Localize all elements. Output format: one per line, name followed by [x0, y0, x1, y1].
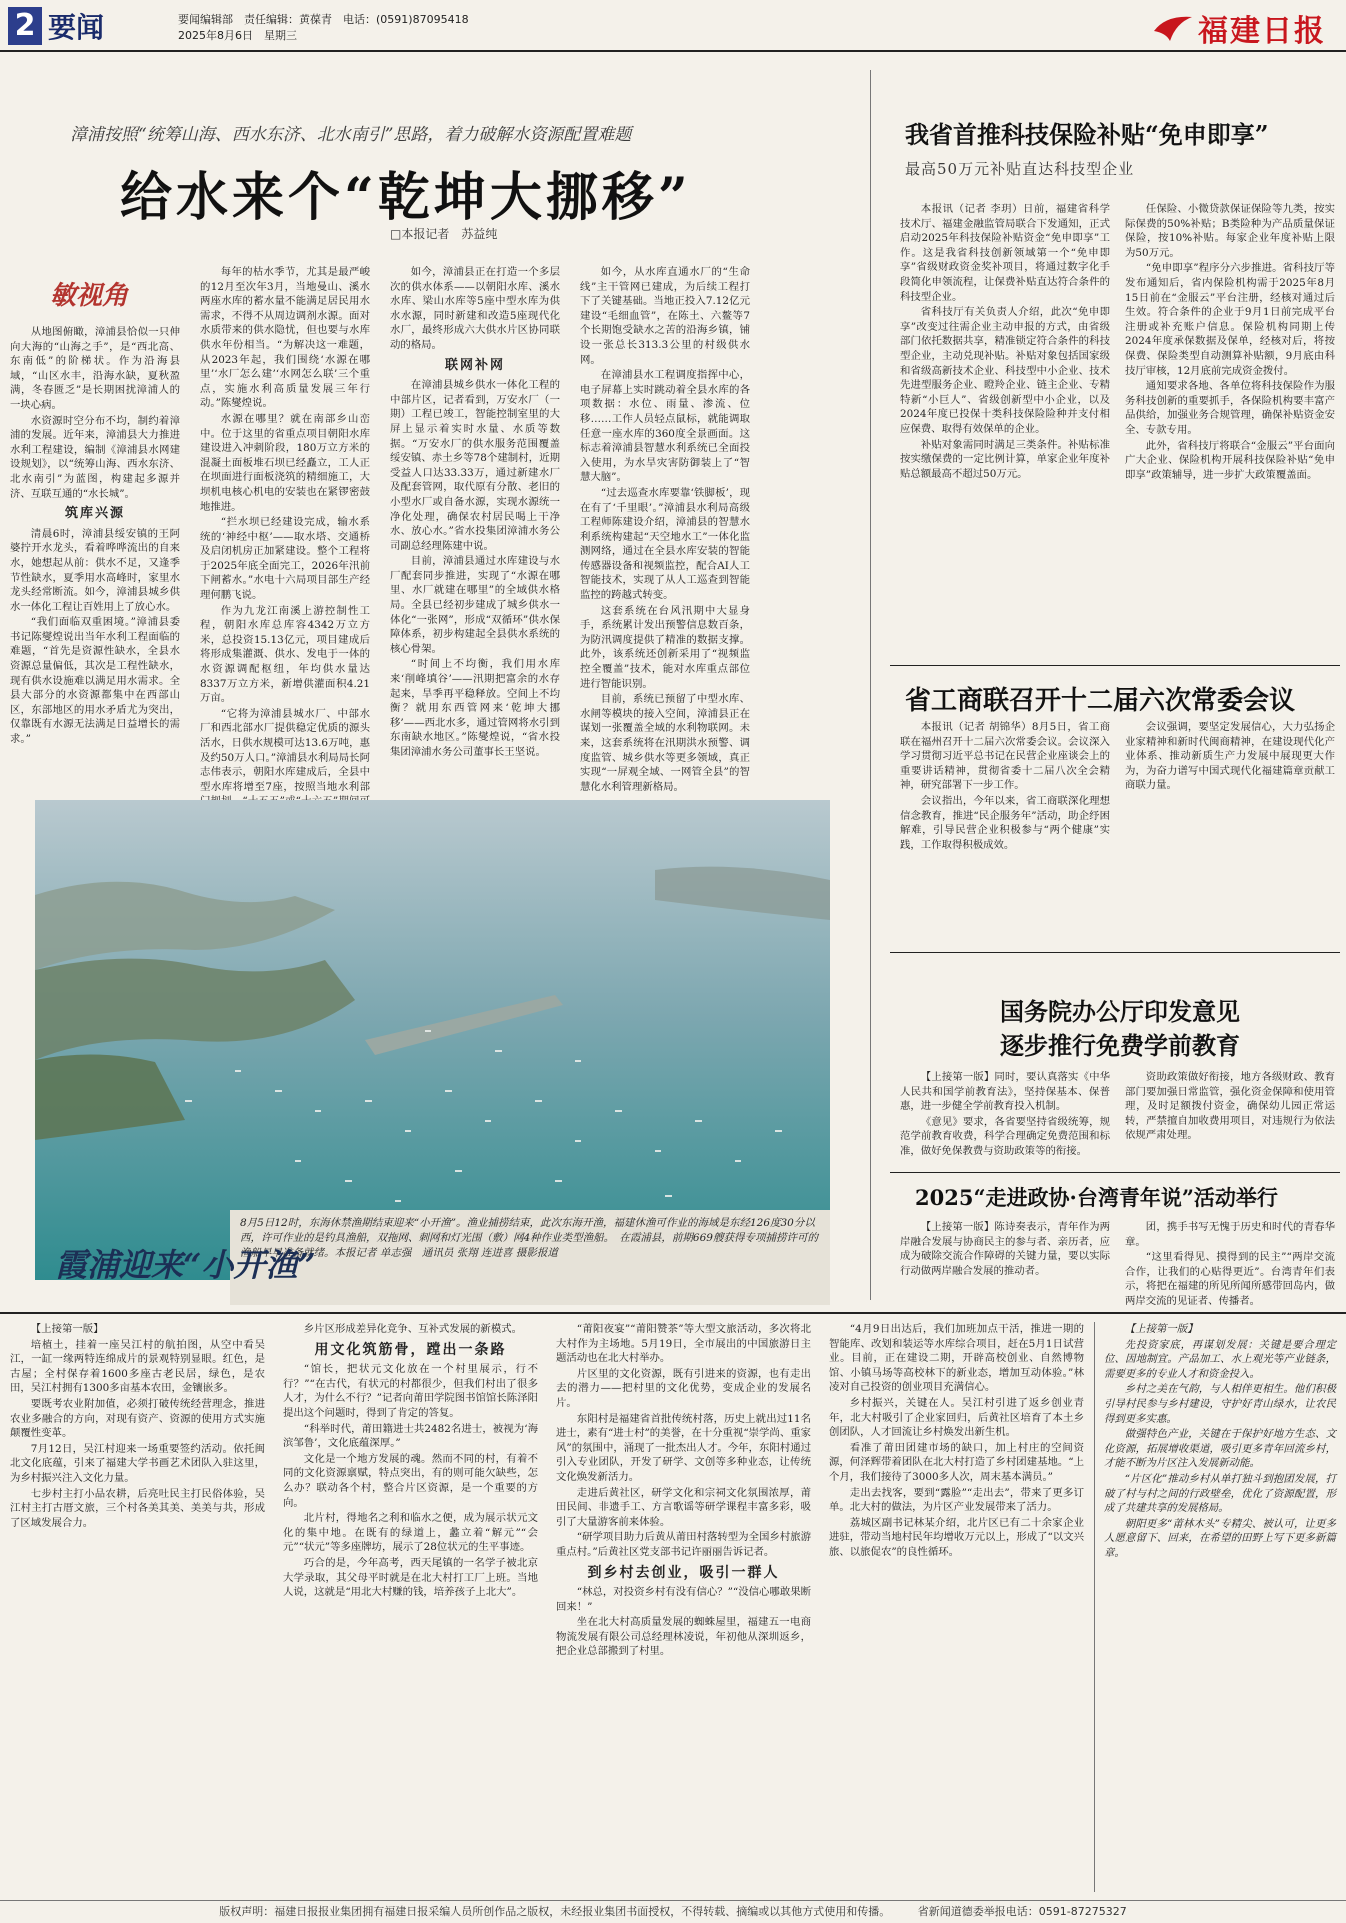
- logo-mark-icon: [1152, 11, 1194, 45]
- column-tag: [50, 275, 160, 317]
- lead-column-3: [390, 265, 560, 795]
- bottom-subhead-culture: 用文化筑筋骨，蹚出一条路: [314, 1341, 507, 1358]
- masthead-rule: [0, 50, 1346, 52]
- column-divider: [1094, 1322, 1095, 1892]
- page-section-badge: [8, 6, 104, 46]
- right-paragraph: 【上接第一版】同时，要认真落实《中华人民共和国学前教育法》，坚持保基本、保普惠，进一步健全学前教育投入机制。: [900, 1071, 1110, 1113]
- photo-story-title: 霞浦迎来“小开渔”: [55, 1246, 316, 1284]
- lead-headline: 给水来个“乾坤大挪移”: [120, 167, 692, 228]
- right-story-2-column-1: [900, 720, 1110, 945]
- bottom-paragraph: 培植土，挂着一座吴江村的航拍图，从空中看吴江，一缸一缘两特连绵成片的景观特别显眼。红色，是古屋；全村保存着1600多座古老民居，绿色，是农田，吴江村拥有1300多亩基本农田，金镶嵌多。: [10, 1338, 265, 1395]
- lead-paragraph: 如今，从水库直通水厂的“生命线”主干管网已建成，为后续工程打下了关键基础。当地正投入7.12亿元建设“毛细血管”，在陈土、六鳌等7个长期饱受缺水之苦的沿海乡镇，铺设一张总长313.3公里的村级供水网。: [580, 266, 750, 366]
- bottom-paragraph: “馆长，把状元文化放在一个村里展示，行不行？”“在古代，有状元的村都很少，但我们村出了很多人才，为什么不行？”记者向莆田学院图书馆馆长陈泽阳提出这个问题时，得到了肯定的答复。: [283, 1363, 538, 1419]
- bottom-paragraph: 乡片区形成差异化竞争、互补式发展的新模式。: [303, 1323, 522, 1335]
- bottom-paragraph: 片区里的文化资源，既有引进来的资源，也有走出去的潜力——把村里的文化优势，变成企业的发展名片。: [556, 1367, 811, 1409]
- bottom-subhead-talent: 到乡村去创业，吸引一群人: [587, 1564, 780, 1581]
- right-paragraph: 通知要求各地、各单位将科技保险作为服务科技创新的重要抓手，各保险机构要丰富产品供给，加强业务合规管理，确保补贴资金安全、专款专用。: [1125, 380, 1335, 436]
- bottom-paragraph: 7月12日，吴江村迎来一场重要签约活动。依托闽北文化底蕴，引来了福建大学书画艺术团队入驻这里，为乡村振兴注入文化力量。: [10, 1442, 265, 1484]
- bottom-paragraph: 看准了莆田团建市场的缺口，加上村庄的空间资源，何泽辉带着团队在北大村打造了乡村团建基地。“上个月，我们接待了3000多人次，周末基本满员。”: [829, 1441, 1084, 1483]
- lead-paragraph: 在漳浦县水工程调度指挥中心，电子屏幕上实时跳动着全县水库的各项数据：水位、雨量、渗流、位移……工作人员轻点鼠标，就能调取任意一座水库的360度全景画面。这标志着漳浦县智慧水利系统已全面投入使用，为水旱灾害防御装上了“智慧大脑”。: [580, 369, 750, 484]
- bottom-paragraph: 北片村，得地名之利和临水之便，成为展示状元文化的集中地。在既有的绿道上，蠡立着“解元”“会元”“状元”等多座牌坊，展示了28位状元的生平事迹。: [283, 1512, 538, 1554]
- lead-paragraph: 水资源时空分布不均，制约着漳浦的发展。近年来，漳浦县大力推进水利工程建设，编制《漳浦县水网建设规划》，以“统筹山海、西水东济、北水南引”为蓝图，构建起多源并济、互联互通的“水长城”。: [10, 414, 180, 500]
- right-paragraph: 本报讯（记者 李玥）日前，福建省科学技术厅、福建金融监管局联合下发通知，正式启动2025年科技保险补贴资金“免申即享”工作。这是我省科技创新领域第一个“免申即享”省级财政资金奖补项目，将通过数字化手段简化申领流程，让保费补贴直达符合条件的科技型企业。: [900, 203, 1110, 303]
- bottom-paragraph: “研学项目助力后黄从莆田村落转型为全国乡村旅游重点村。”后黄社区党支部书记许丽丽告诉记者。: [556, 1531, 811, 1558]
- editors-line: 要闻编辑部 责任编辑：黄葆青 电话：(0591)87095418: [178, 13, 469, 26]
- bottom-column-4: [829, 1322, 1084, 1892]
- right-story-3-column-1: [900, 1070, 1110, 1165]
- bottom-column-2: [283, 1322, 538, 1892]
- page-meta: [178, 12, 469, 44]
- bottom-paragraph: 走进后黄社区，研学文化和宗祠文化氛围浓厚，莆田民间、非遗手工、方言歌谣等研学课程丰富多彩，吸引了大量游客前来体验。: [556, 1486, 811, 1528]
- bottom-paragraph: 【上接第一版】: [30, 1323, 104, 1335]
- right-headline-4: 2025“走进政协·台湾青年说”活动举行: [915, 1185, 1278, 1210]
- story-divider: [890, 952, 1340, 953]
- right-paragraph: “这里看得见、摸得到的民主”“两岸交流合作，让我们的心贴得更近”。台湾青年们表示，将把在福建的所见所闻所感带回岛内，做两岸交流的见证者、传播者。: [1125, 1251, 1335, 1307]
- right-paragraph: 会议指出，今年以来，省工商联深化理想信念教育，推进“民企服务年”活动，助企纾困解难，引导民营企业积极参与“两个健康”实践，工作取得积极成效。: [900, 794, 1110, 851]
- right-headline-1: 我省首推科技保险补贴“免申即享”: [905, 120, 1269, 149]
- newspaper-logo: [1152, 6, 1326, 50]
- lead-paragraph: 从地图俯瞰，漳浦县恰似一只伸向大海的“山海之手”，是“西北高、东南低”的阶梯状。作为沿海县域，“山区水丰，沿海水缺，夏秋盈满，冬春匮乏”是长期困扰漳浦人的一块心病。: [10, 326, 180, 411]
- right-headline-3-line-2: 逐步推行免费学前教育: [1000, 1031, 1240, 1060]
- column-tag-text: 敏视角: [50, 281, 129, 311]
- lead-paragraph: 清晨6时，漳浦县绥安镇的王阿婆拧开水龙头，看着哗哗流出的自来水，她想起从前：供水不足，又逢季节性缺水，夏季用水高峰时，家里水龙头经常断流。如今，漳浦县城乡供水一体化工程让百姓用上了放心水。: [10, 527, 180, 613]
- right-story-2-column-2: [1125, 720, 1335, 945]
- right-headline-3-line-1: 国务院办公厅印发意见: [1000, 997, 1240, 1026]
- harbor-aerial-image: [35, 800, 830, 1280]
- lead-paragraph: 在漳浦县城乡供水一体化工程的中部片区，记者看到，万安水厂（一期）工程已竣工，智能控制室里的大屏上显示着实时水量、水质等数据。“万安水厂的供水服务范围覆盖绥安镇、赤土乡等78个建制村，近期受益人口达33.33万，通过新建水厂及配套管网，取代原有分散、老旧的小型水厂或自备水源，实现水源统一净化处理，确保农村居民喝上干净水、放心水。”省水投集团漳浦水务公司副总经理陈建中说。: [390, 379, 560, 552]
- lead-paragraph: 这套系统在台风汛期中大显身手，系统累计发出预警信息数百条，为防汛调度提供了精准的数据支撑。此外，该系统还创新采用了“视频监控全覆盖”技术，能对水库重点部位进行智能识别。: [580, 604, 750, 690]
- right-paragraph: 资助政策做好衔接，地方各级财政、教育部门要加强日常监管，强化资金保障和使用管理，及时足额拨付资金，确保幼儿园正常运转，严禁擅自加收费用项目，对违规行为依法依规严肃处理。: [1125, 1071, 1335, 1142]
- right-story-4-column-1: [900, 1220, 1110, 1305]
- right-paragraph: 会议强调，要坚定发展信心，大力弘扬企业家精神和新时代闽商精神，在建设现代化产业体系、推动新质生产力发展中展现更大作为，为奋力谱写中国式现代化福建篇章贡献工商联力量。: [1125, 721, 1335, 792]
- bottom-paragraph: 要既考农业附加值，必须打破传统经营理念，推进农业多融合的方向，对现有资产、资源的使用方式实施颠覆性变革。: [10, 1397, 265, 1440]
- lead-paragraph: “过去巡查水库要靠‘铁脚板’，现在有了‘千里眼’。”漳浦县水利局高级工程师陈建设介绍，漳浦县的智慧水利系统构建起“天空地水工”一体化监测网络，通过在全县水库安装的智能传感器设备和视频监控，配合AI人工智能技术，实现了从人工巡查到智能监控的跨越式转变。: [580, 486, 750, 602]
- bottom-paragraph: 做强特色产业，关键在于保护好地方生态、文化资源，拓展增收渠道，吸引更多青年回流乡村，才能不断为片区注入发展新动能。: [1104, 1428, 1336, 1470]
- bottom-paragraph: 乡村之美在气韵，与人相伴更相生。他们积极引导村民参与乡村建设，守护好青山绿水，让农民得到更多实惠。: [1104, 1383, 1336, 1425]
- lead-paragraph: 每年的枯水季节，尤其是最严峻的12月至次年3月，当地曼山、溪水两座水库的蓄水量不能满足居民用水需求，不得不从周边调剂水源。面对水质带来的供水隐忧，但也要与水库供水年份相当。“为解决这一难题，从2023年起，我们围绕‘水源在哪里’‘水厂怎么建’‘水网怎么联’三个重点，实施水利高质量发展三年行动。”陈燮煌说。: [200, 266, 370, 410]
- bottom-paragraph: 荔城区副书记林某介绍，北片区已有二十余家企业进驻，带动当地村民年均增收万元以上，形成了“以文兴旅、以旅促农”的良性循环。: [829, 1516, 1084, 1558]
- copyright-footer: 版权声明：福建日报报业集团拥有福建日报采编人员所创作品之版权，未经报业集团书面授权，不得转载、摘编或以其他方式使用和传播。 省新闻道德委举报电话：0591-87275327: [0, 1900, 1346, 1922]
- harbor-photo: [35, 800, 830, 1280]
- right-story-3-column-2: [1125, 1070, 1335, 1165]
- story-divider: [890, 1172, 1340, 1173]
- bottom-paragraph: 巧合的是，今年高考，西天尾镇的一名学子被北京大学录取，其父母平时就是在北大村打工厂上班。当地人说，这就是“用北大村赚的钱，培养孩子上北大”。: [283, 1556, 538, 1599]
- lead-column-2: [200, 265, 370, 795]
- lead-paragraph: “时间上不均衡，我们用水库来‘削峰填谷’——汛期把富余的水存起来，旱季再平稳释放。空间上不均衡？就用东西管网来‘乾坤大挪移’——西北水多，通过管网将水引到东南缺水地区。”陈燮煌说，“省水投集团漳浦水务公司董事长王坚说。: [390, 658, 560, 758]
- lead-column-4: [580, 265, 750, 795]
- lead-paragraph: “它将为漳浦县城水厂、中部水厂和西北部水厂提供稳定优质的源头活水，日供水规模可达13.6万吨，惠及约50万人口。”漳浦县水利局局长阿志伟表示，朝阳水库建成后，全县中型水库将增至7座，按照当地水利部: [200, 707, 370, 793]
- lead-paragraph: 作为九龙江南溪上游控制性工程，朝阳水库总库容4342万立方米，总投资15.13亿元，项目建成后将形成集灌溉、供水、发电于一体的水资源调配枢纽，年均供水量达8337万立方米，新增供灌面积4.21万亩。: [200, 604, 370, 705]
- lead-paragraph: 目前，系统已预留了中型水库、水闸等模块的接入空间，漳浦县正在谋划一张覆盖全域的水利物联网。未来，这套系统将在汛期洪水预警、调度监管、城乡供水等更多领域，真正实现“一屏观全域、一网管全县”的智慧化水利管理新格局。: [580, 693, 750, 793]
- bottom-paragraph: 朝阳更多“莆林木头”专精尖、被认可，让更多人愿意留下、回来，在希望的田野上写下更多新篇章。: [1104, 1517, 1336, 1559]
- section-name: 要闻: [48, 11, 105, 44]
- right-paragraph: 【上接第一版】陈诗奏表示，青年作为两岸融合发展与协商民主的参与者、亲历者，应成为破除交流合作障碍的关键力量，要以实际行动做两岸融合发展的推动者。: [900, 1221, 1110, 1277]
- logo-text: 福建日报: [1198, 14, 1326, 49]
- right-story-1-column-2: [1125, 202, 1335, 657]
- bottom-paragraph: 先投资家底，再谋划发展：关键是要合理定位、因地制宜。产品加工、水上观光等产业链条，需要更多的专业人才和资金投入。: [1104, 1338, 1336, 1380]
- lead-paragraph: 目前，漳浦县通过水库建设与水厂配套同步推进，实现了“水源在哪里、水厂就建在哪里”的全域供水格局。全县已经初步建成了城乡供水一体化“一张网”，形成“双循环”供水保障体系，初步构建起全县供水系统的核心骨架。: [390, 555, 560, 655]
- bottom-paragraph: 坐在北大村高质量发展的蜘蛛屋里，福建五一电商物流发展有限公司总经理林凌说，年初他从深圳返乡，把企业总部搬到了村里。: [556, 1616, 811, 1658]
- lead-paragraph: “我们面临双重困境。”漳浦县委书记陈燮煌说出当年水利工程面临的难题，“首先是资源性缺水，全县水资源总量偏低，其次是工程性缺水，现有供水设施难以满足用水需求。全县大部分的水资源都集中在西部山区，东部地区的用水矛盾尤为突出，仅靠既有水源无法满足日益增长的需求。”: [10, 616, 180, 746]
- bottom-paragraph: 乡村振兴，关键在人。吴江村引进了返乡创业青年，北大村吸引了企业家回归，后黄社区培育了本土乡创团队，人才回流让乡村焕发出新生机。: [829, 1396, 1084, 1439]
- bottom-paragraph: 【上接第一版】: [1124, 1323, 1198, 1335]
- section-rule: [0, 1312, 1346, 1314]
- bottom-column-1: [10, 1322, 265, 1892]
- right-paragraph: 补贴对象需同时满足三类条件。补贴标准按实缴保费的一定比例计算，单家企业年度补贴总额最高不超过50万元。: [900, 438, 1110, 480]
- lead-subhead-2: 联网补网: [444, 357, 505, 373]
- bottom-column-3: [556, 1322, 811, 1892]
- bottom-column-5: [1104, 1322, 1336, 1892]
- right-story-4-column-2: [1125, 1220, 1335, 1305]
- right-headline-2: 省工商联召开十二届六次常委会议: [905, 686, 1296, 716]
- photo-caption-box: [230, 1210, 830, 1305]
- bottom-paragraph: 东阳村是福建省首批传统村落，历史上就出过11名进士，素有“进士村”的美誉，在十分重视“崇学尚、重家风”的氛围中，涌现了一批杰出人才。今年，东阳村通过引入专业团队，开发了研学、文创等多种业态，让传统文化焕发新活力。: [556, 1412, 811, 1483]
- page-number: 2: [8, 7, 42, 45]
- right-paragraph: 此外，省科技厅将联合“金服云”平台面向广大企业、保险机构开展科技保险补贴“免申即享”政策辅导，进一步扩大政策覆盖面。: [1125, 439, 1335, 481]
- column-divider: [870, 70, 871, 1300]
- bottom-paragraph: 走出去找客，要到“露脸”“走出去”，带来了更多订单。北大村的做法，为片区产业发展带来了活力。: [829, 1486, 1084, 1514]
- bottom-paragraph: “4月9日出达后，我们加班加点干活，推进一期的智能库、改划和装运等水库综合项目，赶在5月1日试营业。目前，正在建设二期，开辟高校创业、自然博物馆、小镇马场等高校林下的新业态，增加互动体验。”林凌对自己投资的创业项目充满信心。: [829, 1323, 1084, 1394]
- lead-subhead-1: 筑库兴源: [64, 506, 125, 522]
- lead-paragraph: 水源在哪里？就在南部乡山峦中。位于这里的省重点项目朝阳水库建设进入冲刺阶段，180万立方米的混凝土面板堆石坝已经矗立，工人正在坝面进行面板浇筑的精细施工，大坝机电核心机电的安装也在紧锣密鼓地推进。: [200, 412, 370, 513]
- lead-column-1: [10, 325, 180, 795]
- right-paragraph: 《意见》要求，各省要坚持省级统筹，规范学前教育收费，科学合理确定免费范围和标准，做好免保教费与资助政策等的衔接。: [900, 1115, 1110, 1157]
- lead-byline: □本报记者 苏益纯: [390, 227, 498, 241]
- lead-paragraph: “拦水坝已经建设完成，输水系统的‘神经中枢’——取水塔、交通桥及启闭机房正加紧建设。整个工程将于2025年底全面完工，2026年汛前下闸蓄水。”水电十六局项目部生产经理何鹏飞说。: [200, 516, 370, 602]
- bottom-paragraph: “莆阳夜宴”“莆阳赞茶”等大型文旅活动，多次将北大村作为主场地。5月19日，全市展出的中国旅游日主题活动也在北大村举办。: [556, 1323, 811, 1365]
- right-paragraph: 任保险、小微贷款保证保险等九类，按实际保费的50%补贴；B类险种为产品质量保证保险，按10%补贴。每家企业年度补贴上限为50万元。: [1125, 203, 1335, 259]
- story-divider: [890, 665, 1340, 666]
- bottom-paragraph: 文化是一个地方发展的魂。然而不同的村，有着不同的文化资源禀赋，特点突出，有的则可能欠缺些，怎么办？联动各个村，整合片区资源，是一个重要的方向。: [283, 1452, 538, 1509]
- right-story-1-column-1: [900, 202, 1110, 657]
- date-line: 2025年8月6日 星期三: [178, 29, 297, 42]
- right-subhead-1: 最高50万元补贴直达科技型企业: [905, 160, 1135, 178]
- right-paragraph: 本报讯（记者 胡锦华）8月5日，省工商联在福州召开十二届六次常委会议。会议深入学习贯彻习近平总书记在民营企业座谈会上的重要讲话精神，贯彻省委十二届八次全会精神，研究部署下一步工作。: [900, 721, 1110, 792]
- right-paragraph: 省科技厅有关负责人介绍，此次“免申即享”改变过往需企业主动申报的方式，由省级部门依托数据共享，精准锁定符合条件的科技型企业，主动兑现补贴。补贴对象包括国家级和省级高新技术企业、科技型中小企业、技术先进型服务企业、瞪羚企业、链主企业、专精特新“小巨人”、省级创新型中小企业，以及2024年度已投保十类科技保险险种并支付相应保费、取得有效保单的企业。: [900, 306, 1110, 435]
- lead-kicker: 漳浦按照“统筹山海、西水东济、北水南引”思路，着力破解水资源配置难题: [70, 125, 632, 145]
- bottom-paragraph: “片区化”推动乡村从单打独斗到抱团发展，打破了村与村之间的行政壁垒，优化了资源配置，形成了共建共享的发展格局。: [1104, 1472, 1336, 1515]
- bottom-paragraph: “科举时代，莆田籍进士共2482名进士，被视为‘海滨邹鲁’，文化底蕴深厚。”: [283, 1422, 538, 1450]
- photo-caption: 8月5日12时，东海休禁渔期结束迎来“小开渔”。渔业捕捞结束，此次东海开渔，福建休渔可作业的海域是东经126度30分以西，许可作业的是钓具渔船，双拖网、刺网和灯光围（敷）网4种作业类型渔船。 在霞浦县，前期669艘获得专项捕捞许可的渔船早早准备就绪。本报记者 单志强 通讯员 张翔 连进喜 摄影报道: [240, 1217, 818, 1259]
- right-paragraph: “免申即享”程序分六步推进。省科技厅等发布通知后，省内保险机构需于2025年8月15日前在“金服云”平台注册，经核对通过后生效。符合条件的企业于9月1日前完成平台注册或补充账户信息。保险机构同期上传2024年度承保数据及保单，经核对后，将按保费、保险类型自动测算补贴额，9月底由科技厅审核，12月底前完成资金拨付。: [1125, 262, 1335, 377]
- bottom-paragraph: 七步村主打小品农耕，后亮吐民主打民俗体验，吴江村主打古厝文旅，三个村各美其美、美美与共，形成了区域发展合力。: [10, 1487, 265, 1529]
- right-paragraph: 团，携手书写无愧于历史和时代的青春华章。: [1125, 1221, 1335, 1248]
- bottom-paragraph: “林总，对投资乡村有没有信心？”“没信心哪敢果断回来！”: [556, 1586, 811, 1613]
- lead-paragraph: 如今，漳浦县正在打造一个多层次的供水体系——以朝阳水库、溪水水库、梁山水库等5座中型水库为供水水源，同时新建和改造5座现代化水厂，最终形成六大供水片区协同联动的格局。: [390, 266, 560, 351]
